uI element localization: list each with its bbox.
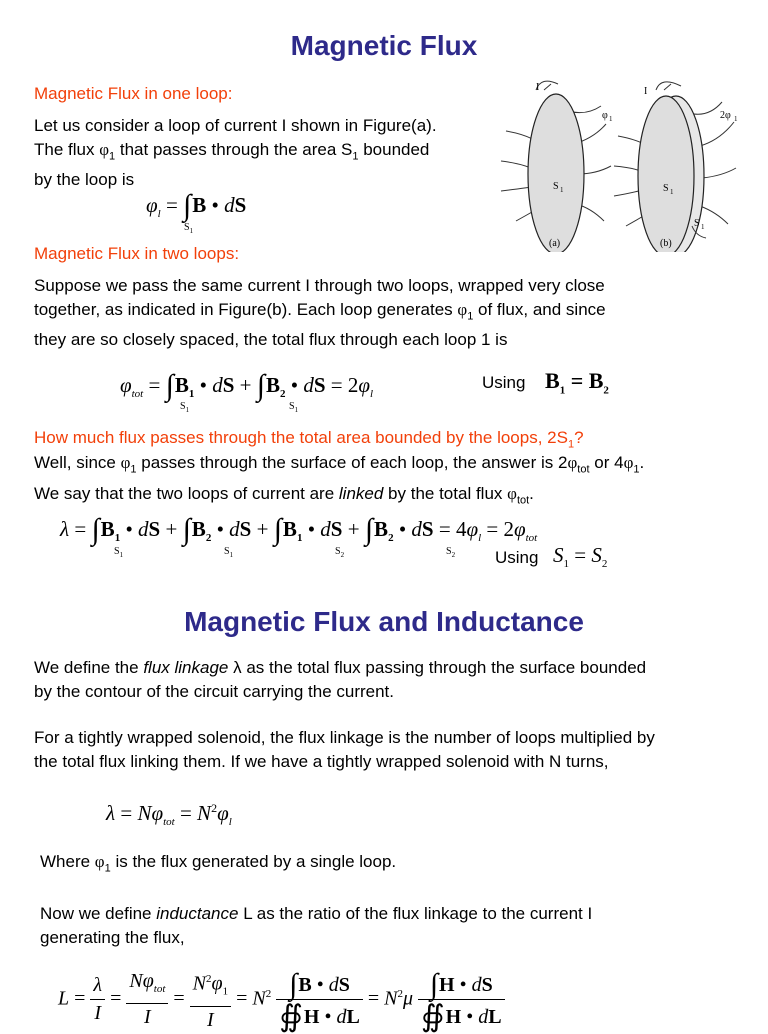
equation-solenoid-linkage: $\lambda = N\varphi_{tot} = N^2\varphi_l$ <box>106 801 232 829</box>
svg-text:1: 1 <box>609 115 613 123</box>
equation-b1-b2: $B_1 = B_2$ <box>545 368 609 397</box>
paragraph-inductance: Now we define inductance L as the ratio of the flux linkage to the current I generating the flux, <box>40 904 593 947</box>
equation-inductance: L = $\frac{\lambda}{I}$ = $\frac{N\varphi_{tot}}{I}$ = $\frac{N^2\varphi_1}{I}$ = $N^2$ $\frac{\int B • dS}{∯H • dL}$ = $N^2\mu$ $\frac{\int H • dS}{∯H • dL}$ <box>58 966 505 1034</box>
where-phi-line: Where $\varphi_1$ is the flux generated by a single loop. <box>40 852 397 875</box>
svg-text:1: 1 <box>670 188 674 196</box>
paragraph-flux-linkage: We define the flux linkage λ as the total flux passing through the surface bounded by the contour of the circuit carrying the current. <box>34 658 647 701</box>
paragraph-two-loops: Suppose we pass the same current I through two loops, wrapped very close together, as indicated in Figure(b). Each loop generates $\varphi_1$ of flux, and since they are so closely spaced, the total flux through each loop 1 is <box>34 276 606 350</box>
equation-flux-linkage-two-loops: $\lambda = \int B_1$ • dS + $\int B_2$ • dS + $\int B_1$ • dS + $\int B_2$ • dS = $4\varphi_l = 2\varphi_{tot}$ <box>60 513 538 546</box>
svg-text:I: I <box>644 86 648 97</box>
loops-figure <box>496 76 768 252</box>
svg-text:S: S <box>663 183 669 194</box>
svg-text:2φ: 2φ <box>720 110 731 121</box>
svg-text:S: S <box>694 218 700 229</box>
section-subtitle-one-loop: Magnetic Flux in one loop: <box>34 84 233 103</box>
paragraph-linked: Well, since $\varphi_1$ passes through the surface of each loop, the answer is $2\varphi_{tot}$ or $4\varphi_1$. We say that the two loops of current are linked by the total flux $\varphi_{tot}$. <box>34 453 645 507</box>
svg-text:I: I <box>536 82 540 93</box>
svg-text:φ: φ <box>602 110 608 121</box>
equation-flux-total: $\varphi_{tot} = \int B_1$ • dS + $\int B_2$ • dS = $2\varphi_l$ <box>120 369 374 402</box>
section-title-inductance: Magnetic Flux and Inductance <box>184 606 584 637</box>
equation-flux-one-loop: $\varphi_l = \int B$ • dS <box>146 189 247 222</box>
section-subtitle-two-loops: Magnetic Flux in two loops: <box>34 244 240 263</box>
svg-text:1: 1 <box>734 115 738 123</box>
equation-s1-s2: $S_1 = S_2$ <box>553 543 608 571</box>
page-title: Magnetic Flux <box>290 30 478 61</box>
question-total-area: How much flux passes through the total area bounded by the loops, $2S_1$? <box>34 428 584 451</box>
using-label-1: Using <box>482 373 526 392</box>
using-label-2: Using <box>495 548 539 567</box>
paragraph-one-loop: Let us consider a loop of current I shown in Figure(a). The flux $\varphi_1$ that passes through the area $S_1$ bounded by the loop is <box>34 116 437 190</box>
svg-text:1: 1 <box>701 223 705 231</box>
figure-label-b: (b) <box>660 238 672 249</box>
paragraph-solenoid: For a tightly wrapped solenoid, the flux linkage is the number of loops multiplied by the total flux linking them. If we have a tightly wrapped solenoid with N turns, <box>34 728 655 771</box>
svg-text:1: 1 <box>560 186 564 194</box>
figure-label-a: (a) <box>549 238 561 249</box>
svg-text:S: S <box>553 181 559 192</box>
